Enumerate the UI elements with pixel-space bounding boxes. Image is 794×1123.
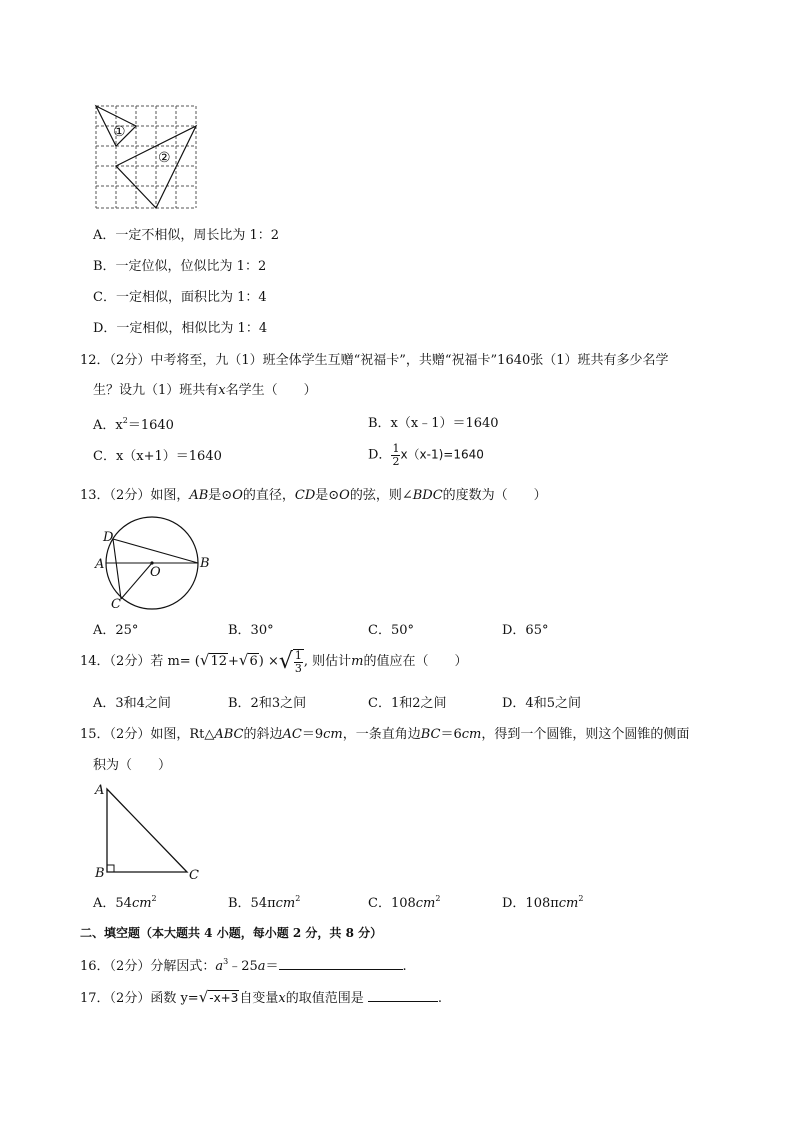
q15-option-a: A．$54cm^2$ <box>93 894 157 911</box>
q12-option-a: A．$x^2=1640$ <box>93 416 174 433</box>
q13-stem: 13．（2分）如图，AB是⊙O的直径，CD是⊙O的弦，则∠BDC的度数为（ ） <box>80 488 547 503</box>
q12-option-c: C．x（x+1）＝1640 <box>93 449 222 464</box>
q12-option-b: B．x（x﹣1）＝1640 <box>368 416 499 431</box>
q12-option-d: D． $\frac{1}{2}$ x（x-1)=1640 <box>368 442 484 468</box>
q17-answer-blank[interactable] <box>368 1001 438 1002</box>
q16-answer-blank[interactable] <box>279 969 403 970</box>
q13-label-c: C <box>111 597 121 612</box>
q15-label-a: A <box>95 783 105 798</box>
q11-option-a: A．一定不相似，周长比为 1：2 <box>93 228 280 243</box>
q14-fraction: $\frac{1}{3}$ <box>294 649 302 675</box>
q14-stem: 14．（2分）若 m= (√12+√6) ×√ $\frac{1}{3}$ , 则估计m的值应在（ ） <box>80 649 468 675</box>
q13-option-b: B．30° <box>228 623 274 638</box>
q14-option-b: B．2和3之间 <box>228 696 307 711</box>
q11-option-d: D．一定相似，相似比为 1：4 <box>93 321 268 336</box>
q13-label-b: B <box>200 556 210 571</box>
q11-option-c: C．一定相似，面积比为 1：4 <box>93 290 267 305</box>
q14-option-a: A．3和4之间 <box>93 696 171 711</box>
triangle-2-label: ② <box>158 150 171 166</box>
triangle-1-label: ① <box>113 124 126 140</box>
q15-label-b: B <box>95 866 105 881</box>
q12-stem-line1: 12．（2分）中考将至，九（1）班全体学生互赠“祝福卡”，共赠“祝福卡”1640张（1）班共有多少名学 <box>80 353 669 368</box>
q14-option-c: C．1和2之间 <box>368 696 447 711</box>
q17-stem: 17．（2分）函数 y=√-x+3自变量x的取值范围是 . <box>80 988 443 1006</box>
q15-label-c: C <box>189 868 199 883</box>
q13-label-d: D <box>103 530 114 545</box>
q12-stem-line2: 生？设九（1）班共有x名学生（ ） <box>93 383 317 398</box>
q13-option-d: D．65° <box>502 623 549 638</box>
section-2-heading: 二、填空题（本大题共 4 小题，每小题 2 分，共 8 分） <box>80 926 383 940</box>
q13-option-c: C．50° <box>368 623 414 638</box>
q15-triangle-figure <box>104 787 204 877</box>
q13-label-a: A <box>95 557 105 572</box>
q15-option-c: C．$108cm^2$ <box>368 894 441 911</box>
q14-option-d: D．4和5之间 <box>502 696 581 711</box>
q11-option-b: B．一定位似，位似比为 1：2 <box>93 259 267 274</box>
q12-fraction: $\frac{1}{2}$ <box>392 442 400 468</box>
q15-stem-line2: 积为（ ） <box>93 758 172 773</box>
q15-option-d: D．108πcm$^2$ <box>502 894 584 911</box>
q15-stem-line1: 15．（2分）如图，Rt△ABC的斜边AC＝9cm，一条直角边BC＝6cm，得到一个圆锥，则这个圆锥的侧面 <box>80 727 690 742</box>
q16-stem: 16．（2分）分解因式：$a^3﹣25a=$ . <box>80 957 407 974</box>
q11-grid-figure <box>93 103 203 213</box>
q15-option-b: B．54πcm$^2$ <box>228 894 301 911</box>
q13-label-o: O <box>150 565 161 580</box>
q13-option-a: A．25° <box>93 623 139 638</box>
